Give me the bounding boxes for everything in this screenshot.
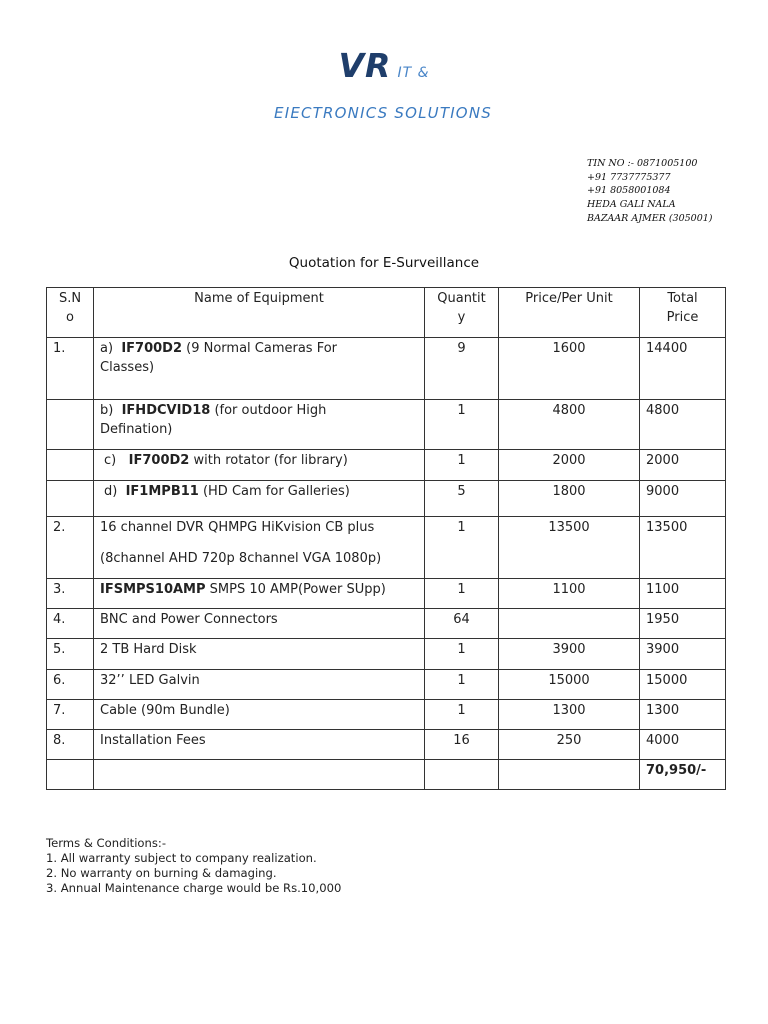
row-equipment: 16 channel DVR QHMPG HiKvision CB plus (8channel AHD 720p 8channel VGA 1080p)	[100, 520, 382, 566]
row-sno	[53, 481, 93, 482]
row-total: 1100	[646, 582, 680, 597]
table-row	[47, 481, 726, 517]
row-quantity: 1	[457, 673, 466, 688]
table-row	[47, 700, 726, 730]
row-price: 1800	[552, 484, 586, 499]
contact-address-2: BAZAAR AJMER (305001)	[587, 212, 713, 224]
row-sno: 4.	[53, 612, 66, 627]
logo-sub-text: IT &	[397, 65, 430, 81]
row-quantity: 1	[457, 453, 466, 468]
table-row	[47, 450, 726, 481]
table-row	[47, 639, 726, 670]
table-row	[47, 338, 726, 400]
row-total: 1950	[646, 612, 680, 627]
terms-item: 2. No warranty on burning & damaging.	[46, 866, 277, 880]
header-price: Price/Per Unit	[499, 288, 640, 338]
row-price: 1300	[552, 703, 586, 718]
row-sno: 8.	[53, 733, 66, 748]
row-quantity: 1	[457, 520, 466, 535]
row-total: 2000	[646, 453, 680, 468]
grand-total-row	[47, 760, 726, 790]
row-price: 3900	[552, 642, 586, 657]
row-total: 4800	[646, 403, 680, 418]
row-equipment: IFSMPS10AMP SMPS 10 AMP(Power SUpp)	[100, 582, 386, 597]
row-quantity: 16	[453, 733, 470, 748]
row-sno: 2.	[53, 520, 66, 535]
header-quantity: Quantit y	[425, 288, 499, 338]
row-price: 15000	[548, 673, 590, 688]
row-equipment: Installation Fees	[100, 733, 206, 748]
row-sno	[53, 400, 93, 401]
row-quantity: 1	[457, 582, 466, 597]
row-quantity: 1	[457, 703, 466, 718]
row-price: 1600	[552, 341, 586, 356]
row-sno: 5.	[53, 642, 66, 657]
terms-section	[46, 836, 341, 896]
row-equipment: BNC and Power Connectors	[100, 612, 278, 627]
row-total: 1300	[646, 703, 680, 718]
row-sno: 6.	[53, 673, 66, 688]
grand-total: 70,950/-	[646, 763, 707, 778]
row-price: 2000	[552, 453, 586, 468]
table-row	[47, 517, 726, 579]
contact-block	[587, 157, 713, 226]
company-logo	[0, 46, 768, 85]
contact-tin: TIN NO :- 0871005100	[587, 158, 698, 169]
contact-phone-1: +91 7737775377	[587, 171, 671, 183]
row-quantity: 5	[457, 484, 466, 499]
row-equipment: Cable (90m Bundle)	[100, 703, 230, 718]
logo-main-text: VR	[338, 46, 392, 85]
row-price: 13500	[548, 520, 590, 535]
contact-phone-2: +91 8058001084	[587, 185, 671, 197]
row-total: 9000	[646, 484, 680, 499]
table-row	[47, 670, 726, 700]
company-subtitle: EIECTRONICS SOLUTIONS	[274, 104, 492, 122]
terms-item: 3. Annual Maintenance charge would be Rs.10,000	[46, 881, 342, 895]
row-quantity: 1	[457, 403, 466, 418]
row-total: 15000	[646, 673, 688, 688]
table-header-row	[47, 288, 726, 338]
row-sno: 7.	[53, 703, 66, 718]
terms-heading: Terms & Conditions:-	[46, 836, 167, 850]
row-total: 13500	[646, 520, 688, 535]
row-equipment: 2 TB Hard Disk	[100, 642, 197, 657]
row-quantity: 1	[457, 642, 466, 657]
row-equipment: a) IF700D2 (9 Normal Cameras For Classes)	[100, 341, 338, 375]
quotation-table	[46, 287, 726, 790]
table-row	[47, 730, 726, 760]
table-row	[47, 400, 726, 450]
row-price: 1100	[552, 582, 586, 597]
row-equipment: c) IF700D2 with rotator (for library)	[104, 453, 348, 468]
header-name: Name of Equipment	[94, 288, 425, 338]
header-sno: S.N o	[47, 288, 94, 338]
row-equipment: d) IF1MPB11 (HD Cam for Galleries)	[104, 484, 350, 499]
row-price: 4800	[552, 403, 586, 418]
row-price: 250	[556, 733, 582, 748]
row-total: 14400	[646, 341, 688, 356]
row-equipment: 32’’ LED Galvin	[100, 673, 200, 688]
row-quantity: 64	[453, 612, 470, 627]
row-sno	[53, 450, 93, 451]
table-row	[47, 609, 726, 639]
row-total: 4000	[646, 733, 680, 748]
contact-address-1: HEDA GALI NALA	[587, 199, 676, 211]
row-price	[499, 609, 639, 610]
row-sno: 1.	[53, 341, 66, 356]
document-title: Quotation for E-Surveillance	[288, 255, 480, 271]
row-equipment: b) IFHDCVID18 (for outdoor High Defination)	[100, 403, 327, 437]
row-quantity: 9	[457, 341, 466, 356]
row-total: 3900	[646, 642, 680, 657]
header-total: Total Price	[640, 288, 726, 338]
row-sno: 3.	[53, 582, 66, 597]
terms-item: 1. All warranty subject to company realization.	[46, 851, 317, 865]
table-row	[47, 579, 726, 609]
